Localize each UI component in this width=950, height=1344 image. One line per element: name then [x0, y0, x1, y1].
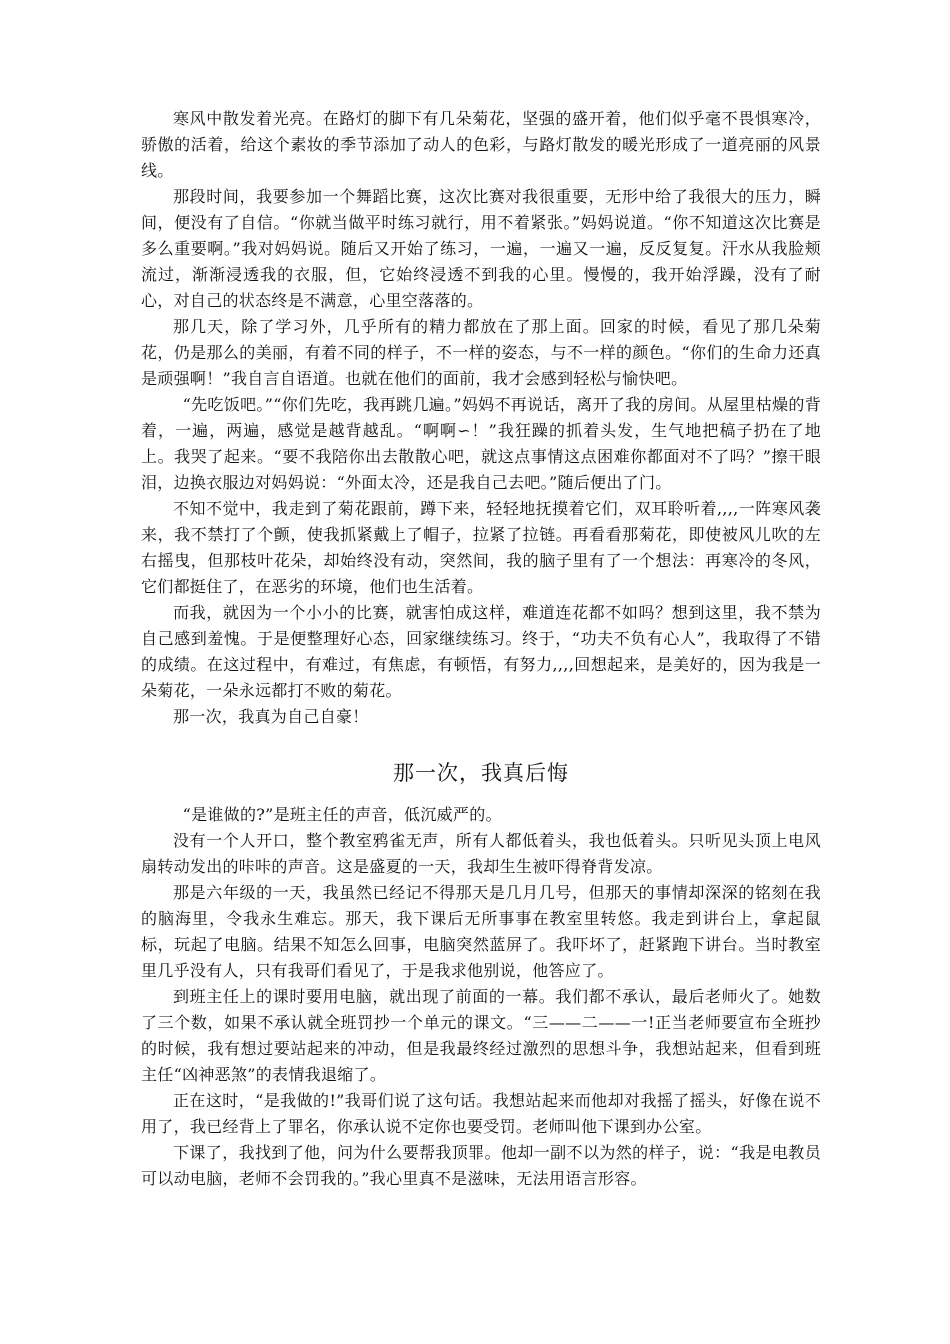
- paragraph: “是谁做的?”是班主任的声音，低沉威严的。: [182, 805, 502, 824]
- paragraph: 下课了，我找到了他，问为什么要帮我顶罪。他却一副不以为然的样子，说：“我是电教员可以动电脑，老师不会罚我的。”我心里真不是滋味，无法用语言形容。: [141, 1143, 821, 1188]
- paragraph: 那几天，除了学习外，几乎所有的精力都放在了那上面。回家的时候，看见了那几朵菊花，仍是那么的美丽，有着不同的样子，不一样的姿态，与不一样的颜色。“你们的生命力还真是顽强啊！”我自言自语道。也就在他们的面前，我才会感到轻松与愉快吧。: [141, 317, 821, 388]
- paragraph: 正在这时，“是我做的!”我哥们说了这句话。我想站起来而他却对我摇了摇头，好像在说不用了，我已经背上了罪名，你承认说不定你也要受罚。老师叫他下课到办公室。: [141, 1091, 821, 1136]
- paragraph: 那一次，我真为自己自豪！: [173, 707, 369, 726]
- paragraph: 没有一个人开口，整个教室鸦雀无声，所有人都低着头，我也低着头。只听见头顶上电风扇转动发出的咔咔的声音。这是盛夏的一天，我却生生被吓得脊背发凉。: [141, 831, 821, 876]
- paragraph: 那是六年级的一天，我虽然已经记不得那天是几月几号，但那天的事情却深深的铭刻在我的脑海里，令我永生难忘。那天，我下课后无所事事在教室里转悠。我走到讲台上，拿起鼠标，玩起了电脑。结果不知怎么回事，电脑突然蓝屏了。我吓坏了，赶紧跑下讲台。当时教室里几乎没有人，只有我哥们看见了，于是我求他别说，他答应了。: [141, 883, 821, 980]
- paragraph: 到班主任上的课时要用电脑，就出现了前面的一幕。我们都不承认，最后老师火了。她数了三个数，如果不承认就全班罚抄一个单元的课文。“三——二——一!正当老师要宣布全班抄的时候，我有想过要站起来的冲动，但是我最终经过激烈的思想斗争，我想站起来，但看到班主任“凶神恶煞”的表情我退缩了。: [141, 987, 821, 1084]
- document-body: [141, 106, 821, 1192]
- section-title: 那一次，我真后悔: [393, 761, 569, 785]
- paragraph: 而我，就因为一个小小的比赛，就害怕成这样，难道连花都不如吗？想到这里，我不禁为自己感到羞愧。于是便整理好心态，回家继续练习。终于，“功夫不负有心人”，我取得了不错的成绩。在这过程中，有难过，有焦虑，有顿悟，有努力,,,,回想起来，是美好的，因为我是一朵菊花，一朵永远都打不败的菊花。: [141, 603, 821, 700]
- paragraph: “先吃饭吧。”“你们先吃，我再跳几遍。”妈妈不再说话，离开了我的房间。从屋里枯燥的背着，一遍，两遍，感觉是越背越乱。“啊啊∽！”我狂躁的抓着头发，生气地把稿子扔在了地上。我哭了起来。“要不我陪你出去散散心吧，就这点事情这点困难你都面对不了吗？”擦干眼泪，边换衣服边对妈妈说：“外面太冷，还是我自己去吧。”随后便出了门。: [141, 395, 821, 492]
- paragraph: 不知不觉中，我走到了菊花跟前，蹲下来，轻轻地抚摸着它们，双耳聆听着,,,,一阵寒风袭来，我不禁打了个颤，使我抓紧戴上了帽子，拉紧了拉链。再看看那菊花，即使被风儿吹的左右摇曳，但那枝叶花朵，却始终没有动，突然间，我的脑子里有了一个想法：再寒冷的冬风，它们都挺住了，在恶劣的环境，他们也生活着。: [141, 499, 821, 596]
- paragraph: 那段时间，我要参加一个舞蹈比赛，这次比赛对我很重要，无形中给了我很大的压力，瞬间，便没有了自信。“你就当做平时练习就行，用不着紧张。”妈妈说道。“你不知道这次比赛是多么重要啊。”我对妈妈说。随后又开始了练习，一遍，一遍又一遍，反反复复。汗水从我脸颊流过，渐渐浸透我的衣服，但，它始终浸透不到我的心里。慢慢的，我开始浮躁，没有了耐心，对自己的状态终是不满意，心里空落落的。: [141, 187, 821, 310]
- paragraph: 寒风中散发着光亮。在路灯的脚下有几朵菊花，坚强的盛开着，他们似乎毫不畏惧寒冷，骄傲的活着，给这个素妆的季节添加了动人的色彩，与路灯散发的暖光形成了一道亮丽的风景线。: [141, 109, 821, 180]
